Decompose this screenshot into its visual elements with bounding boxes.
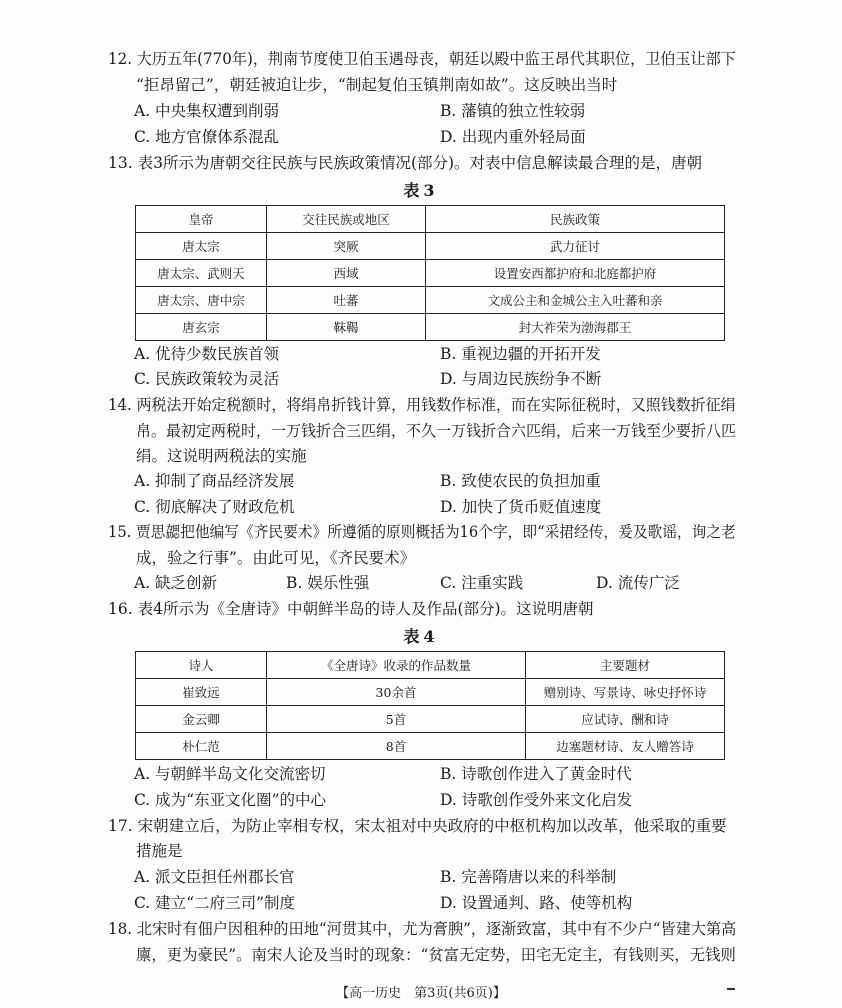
q13-line-1: 13. 表3所示为唐朝交往民族与民族政策情况(部分)。对表中信息解读最合理的是，唐朝 bbox=[108, 154, 703, 172]
table-cell: 唐太宗 bbox=[136, 233, 267, 260]
q14-line-1: 14. 两税法开始定税额时，将绢帛折钱计算，用钱数作标准，而在实际征税时，又照钱数折征绢 bbox=[108, 396, 736, 414]
q17-option-d: D. 设置通判、路、使等机构 bbox=[440, 894, 633, 912]
table-3 bbox=[135, 205, 725, 341]
q17-option-b: B. 完善隋唐以来的科举制 bbox=[440, 868, 617, 886]
q15-option-c: C. 注重实践 bbox=[440, 574, 524, 592]
q17-line-1: 17. 宋朝建立后，为防止宰相专权，宋太祖对中央政府的中枢机构加以改革，他采取的重要 bbox=[108, 817, 727, 835]
table-cell: 5首 bbox=[267, 706, 526, 733]
table-row bbox=[136, 314, 725, 341]
table-cell: 朴仁范 bbox=[136, 733, 267, 760]
q14-line-2: 帛。最初定两税时，一万钱折合三匹绢，不久一万钱折合六匹绢，后来一万钱至少要折八匹 bbox=[136, 422, 737, 440]
table-cell: 30余首 bbox=[267, 679, 526, 706]
q18-line-2: 廪，更为豪民”。南宋人论及当时的现象：“贫富无定势，田宅无定主，有钱则买，无钱则 bbox=[136, 946, 736, 964]
table-cell: 应试诗、酬和诗 bbox=[526, 706, 725, 733]
q12-option-c: C. 地方官僚体系混乱 bbox=[134, 128, 280, 146]
table-row bbox=[136, 260, 725, 287]
q12-line-2: “拒昂留己”，朝廷被迫让步，“制起复伯玉镇荆南如故”。这反映出当时 bbox=[136, 76, 618, 94]
q15-option-b: B. 娱乐性强 bbox=[286, 574, 370, 592]
table-cell: 唐太宗、武则天 bbox=[136, 260, 267, 287]
table-row bbox=[136, 287, 725, 314]
q14-option-a: A. 抑制了商品经济发展 bbox=[134, 472, 295, 490]
table-cell: 吐蕃 bbox=[267, 287, 426, 314]
table-cell: 突厥 bbox=[267, 233, 426, 260]
table-row bbox=[136, 206, 725, 233]
table-header-cell: 主要题材 bbox=[526, 652, 725, 679]
table-row bbox=[136, 679, 725, 706]
table-cell: 封大祚荣为渤海郡王 bbox=[426, 314, 725, 341]
q13-option-b: B. 重视边疆的开拓开发 bbox=[440, 345, 601, 363]
page-footer: 【高一历史 第3页(共6页)】 bbox=[336, 986, 506, 1001]
table-header-cell: 《全唐诗》收录的作品数量 bbox=[267, 652, 526, 679]
q18-line-1: 18. 北宋时有佃户因租种的田地“河贯其中，尤为膏腴”，逐渐致富，其中有不少户“皆建大第高 bbox=[108, 920, 737, 938]
table-cell: 崔致远 bbox=[136, 679, 267, 706]
q16-option-d: D. 诗歌创作受外来文化启发 bbox=[440, 791, 633, 809]
table-row bbox=[136, 733, 725, 760]
table-header-cell: 民族政策 bbox=[426, 206, 725, 233]
q15-line-2: 成，验之行事”。由此可见，《齐民要术》 bbox=[136, 549, 416, 567]
table-header-cell: 交往民族或地区 bbox=[267, 206, 426, 233]
q14-option-b: B. 致使农民的负担加重 bbox=[440, 472, 601, 490]
table-row bbox=[136, 652, 725, 679]
table-cell: 唐太宗、唐中宗 bbox=[136, 287, 267, 314]
table-cell: 文成公主和金城公主入吐蕃和亲 bbox=[426, 287, 725, 314]
table-header-cell: 皇帝 bbox=[136, 206, 267, 233]
table-cell: 武力征讨 bbox=[426, 233, 725, 260]
q12-option-b: B. 藩镇的独立性较弱 bbox=[440, 102, 586, 120]
table-header-cell: 诗人 bbox=[136, 652, 267, 679]
table-4 bbox=[135, 651, 725, 760]
q17-option-a: A. 派文臣担任州郡长官 bbox=[134, 868, 295, 886]
q16-option-c: C. 成为“东亚文化圈”的中心 bbox=[134, 791, 327, 809]
q15-option-d: D. 流传广泛 bbox=[596, 574, 680, 592]
table-cell: 设置安西都护府和北庭都护府 bbox=[426, 260, 725, 287]
table-cell: 西域 bbox=[267, 260, 426, 287]
q17-option-c: C. 建立“二府三司”制度 bbox=[134, 894, 296, 912]
q17-line-2: 措施是 bbox=[136, 842, 183, 860]
q14-line-3: 绢。这说明两税法的实施 bbox=[136, 447, 307, 465]
q14-option-c: C. 彻底解决了财政危机 bbox=[134, 498, 295, 516]
q13-option-d: D. 与周边民族纷争不断 bbox=[440, 370, 602, 388]
table-cell: 8首 bbox=[267, 733, 526, 760]
q16-line-1: 16. 表4所示为《全唐诗》中朝鲜半岛的诗人及作品(部分)。这说明唐朝 bbox=[108, 600, 594, 618]
table-cell: 靺鞨 bbox=[267, 314, 426, 341]
q14-option-d: D. 加快了货币贬值速度 bbox=[440, 498, 602, 516]
table-cell: 赠别诗、写景诗、咏史抒怀诗 bbox=[526, 679, 725, 706]
table-cell: 金云卿 bbox=[136, 706, 267, 733]
q13-option-c: C. 民族政策较为灵活 bbox=[134, 370, 280, 388]
q12-option-a: A. 中央集权遭到削弱 bbox=[134, 102, 280, 120]
table-3-caption: 表3 bbox=[403, 181, 439, 200]
q15-option-a: A. 缺乏创新 bbox=[134, 574, 218, 592]
q12-option-d: D. 出现内重外轻局面 bbox=[440, 128, 586, 146]
q13-option-a: A. 优待少数民族首领 bbox=[134, 345, 280, 363]
q15-line-1: 15. 贾思勰把他编写《齐民要术》所遵循的原则概括为16个字，即“采捃经传，爰及歌谣，询之老 bbox=[108, 523, 736, 541]
q12-line-1: 12. 大历五年(770年)，荆南节度使卫伯玉遇母丧，朝廷以殿中监王昂代其职位，卫伯玉让部下 bbox=[108, 50, 736, 68]
table-row bbox=[136, 233, 725, 260]
table-cell: 唐玄宗 bbox=[136, 314, 267, 341]
q16-option-b: B. 诗歌创作进入了黄金时代 bbox=[440, 765, 632, 783]
corner-mark bbox=[727, 988, 735, 990]
q16-option-a: A. 与朝鲜半岛文化交流密切 bbox=[134, 765, 326, 783]
table-cell: 边塞题材诗、友人赠答诗 bbox=[526, 733, 725, 760]
table-row bbox=[136, 706, 725, 733]
table-4-caption: 表4 bbox=[403, 627, 439, 646]
